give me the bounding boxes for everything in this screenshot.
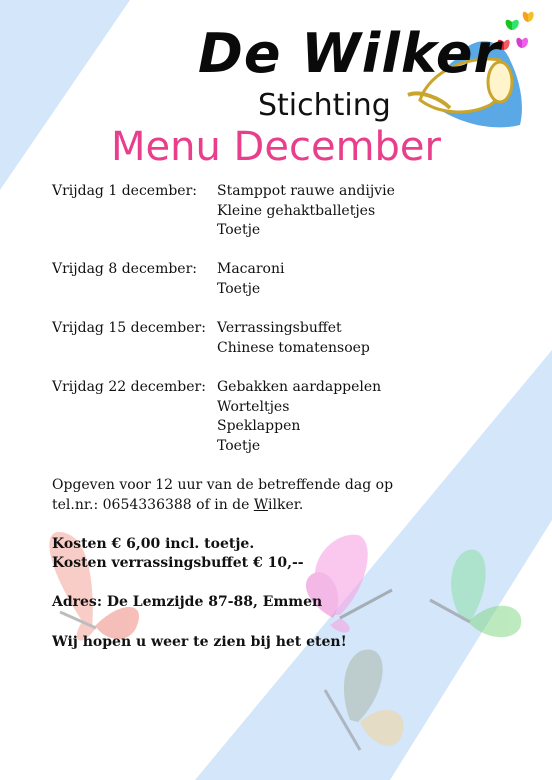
menu-item: Stamppot rauwe andijvie — [217, 183, 395, 199]
menu-item: Speklappen — [217, 418, 301, 435]
menu-content — [52, 182, 532, 652]
closing-message: Wij hopen u weer te zien bij het eten! — [52, 633, 347, 650]
day-label: Vrijdag 15 december: — [52, 320, 206, 337]
signup-note — [52, 476, 532, 515]
day-items — [217, 182, 395, 241]
menu-item: Toetje — [217, 437, 261, 454]
signup-line-1: Opgeven voor 12 uur van de betreffende dag op — [52, 476, 394, 493]
logo-subtitle: Stichting — [258, 88, 391, 123]
menu-day — [52, 260, 532, 299]
logo — [190, 14, 542, 134]
menu-item: Chinese tomatensoep — [217, 339, 370, 356]
day-items — [217, 378, 381, 456]
menu-item: Macaroni — [217, 261, 285, 278]
cost-line-1: Kosten € 6,00 incl. toetje. — [52, 535, 255, 552]
address: Adres: De Lemzijde 87-88, Emmen — [52, 594, 323, 611]
day-label: Vrijdag 8 december: — [52, 261, 198, 278]
menu-item: Verrassingsbuffet — [217, 320, 342, 337]
costs — [52, 535, 532, 574]
page-title: Menu December — [111, 124, 441, 170]
cost-line-2: Kosten verrassingsbuffet € 10,-- — [52, 555, 304, 572]
menu-item: Kleine gehaktballetjes — [217, 202, 376, 219]
menu-item: Toetje — [217, 280, 261, 297]
menu-item: Toetje — [217, 222, 261, 239]
day-label: Vrijdag 22 december: — [52, 378, 206, 395]
signup-phone: tel.nr.: 0654336388 of in de — [52, 496, 254, 513]
day-items — [217, 319, 370, 358]
menu-day — [52, 182, 532, 241]
signup-underlined-letter: W — [253, 496, 269, 513]
day-items — [217, 260, 284, 299]
menu-day — [52, 378, 532, 456]
logo-title: De Wilker — [198, 22, 502, 85]
menu-day — [52, 319, 532, 358]
signup-line-2 — [52, 496, 532, 516]
menu-item: Gebakken aardappelen — [217, 378, 382, 395]
day-label: Vrijdag 1 december: — [52, 183, 198, 199]
signup-suffix: ilker. — [268, 496, 304, 513]
menu-item: Worteltjes — [217, 398, 290, 415]
